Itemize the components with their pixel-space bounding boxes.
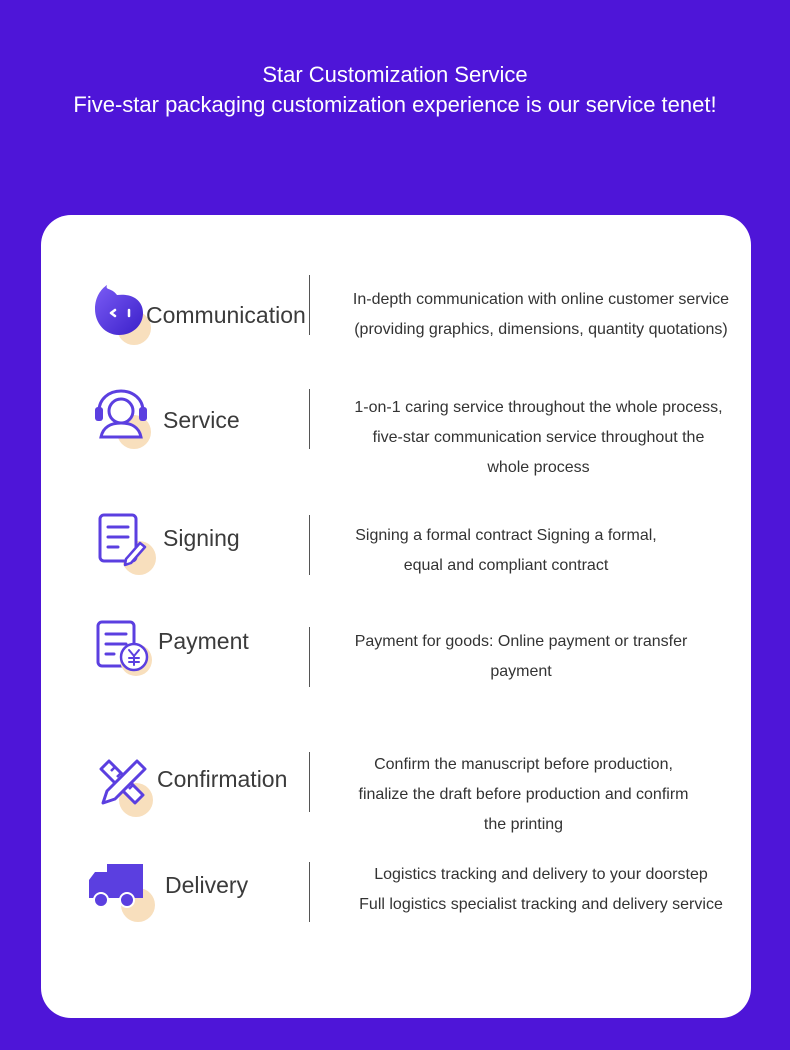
step-description xyxy=(331,627,711,687)
step-label: Delivery xyxy=(165,872,249,898)
desc-line: Payment for goods: Online payment or transfer xyxy=(354,633,688,650)
ruler-pencil-icon xyxy=(93,755,157,819)
desc-line: Confirm the manuscript before production, xyxy=(374,756,673,773)
desc-line: In-depth communication with online customer service xyxy=(352,291,730,308)
divider xyxy=(309,515,310,575)
page-title: Star Customization Service xyxy=(262,62,528,87)
divider xyxy=(309,627,310,687)
headset-agent-icon xyxy=(91,387,155,451)
divider xyxy=(309,862,310,922)
step-label: Signing xyxy=(163,525,240,551)
divider xyxy=(309,275,310,335)
desc-line: 1-on-1 caring service throughout the whole process, xyxy=(354,399,723,416)
divider xyxy=(309,752,310,812)
bill-yen-icon xyxy=(96,620,160,684)
step-description xyxy=(331,285,751,345)
document-pen-icon xyxy=(96,513,160,577)
step-description xyxy=(336,750,711,840)
desc-line: Signing a formal contract Signing a formal, xyxy=(355,527,657,544)
desc-line: (providing graphics, dimensions, quantity quotations) xyxy=(354,321,728,338)
desc-line: payment xyxy=(490,663,552,680)
step-label: Service xyxy=(163,407,240,433)
step-label: Payment xyxy=(158,628,249,654)
step-description xyxy=(326,393,751,483)
desc-line: whole process xyxy=(487,459,590,476)
desc-line: equal and compliant contract xyxy=(403,557,609,574)
desc-line: Logistics tracking and delivery to your doorstep xyxy=(374,866,708,883)
step-label: Communication xyxy=(146,302,306,328)
desc-line: finalize the draft before production and confirm xyxy=(358,786,689,803)
desc-line: five-star communication service throughout the xyxy=(372,429,705,446)
divider xyxy=(309,389,310,449)
step-description xyxy=(341,860,741,920)
delivery-truck-icon xyxy=(87,860,151,924)
process-card xyxy=(41,215,751,1018)
desc-line: Full logistics specialist tracking and delivery service xyxy=(359,896,723,913)
step-label: Confirmation xyxy=(157,766,288,792)
page-subtitle: Five-star packaging customization experience is our service tenet! xyxy=(73,92,717,117)
step-description xyxy=(331,521,681,581)
desc-line: the printing xyxy=(483,816,564,833)
page-header xyxy=(0,60,790,120)
